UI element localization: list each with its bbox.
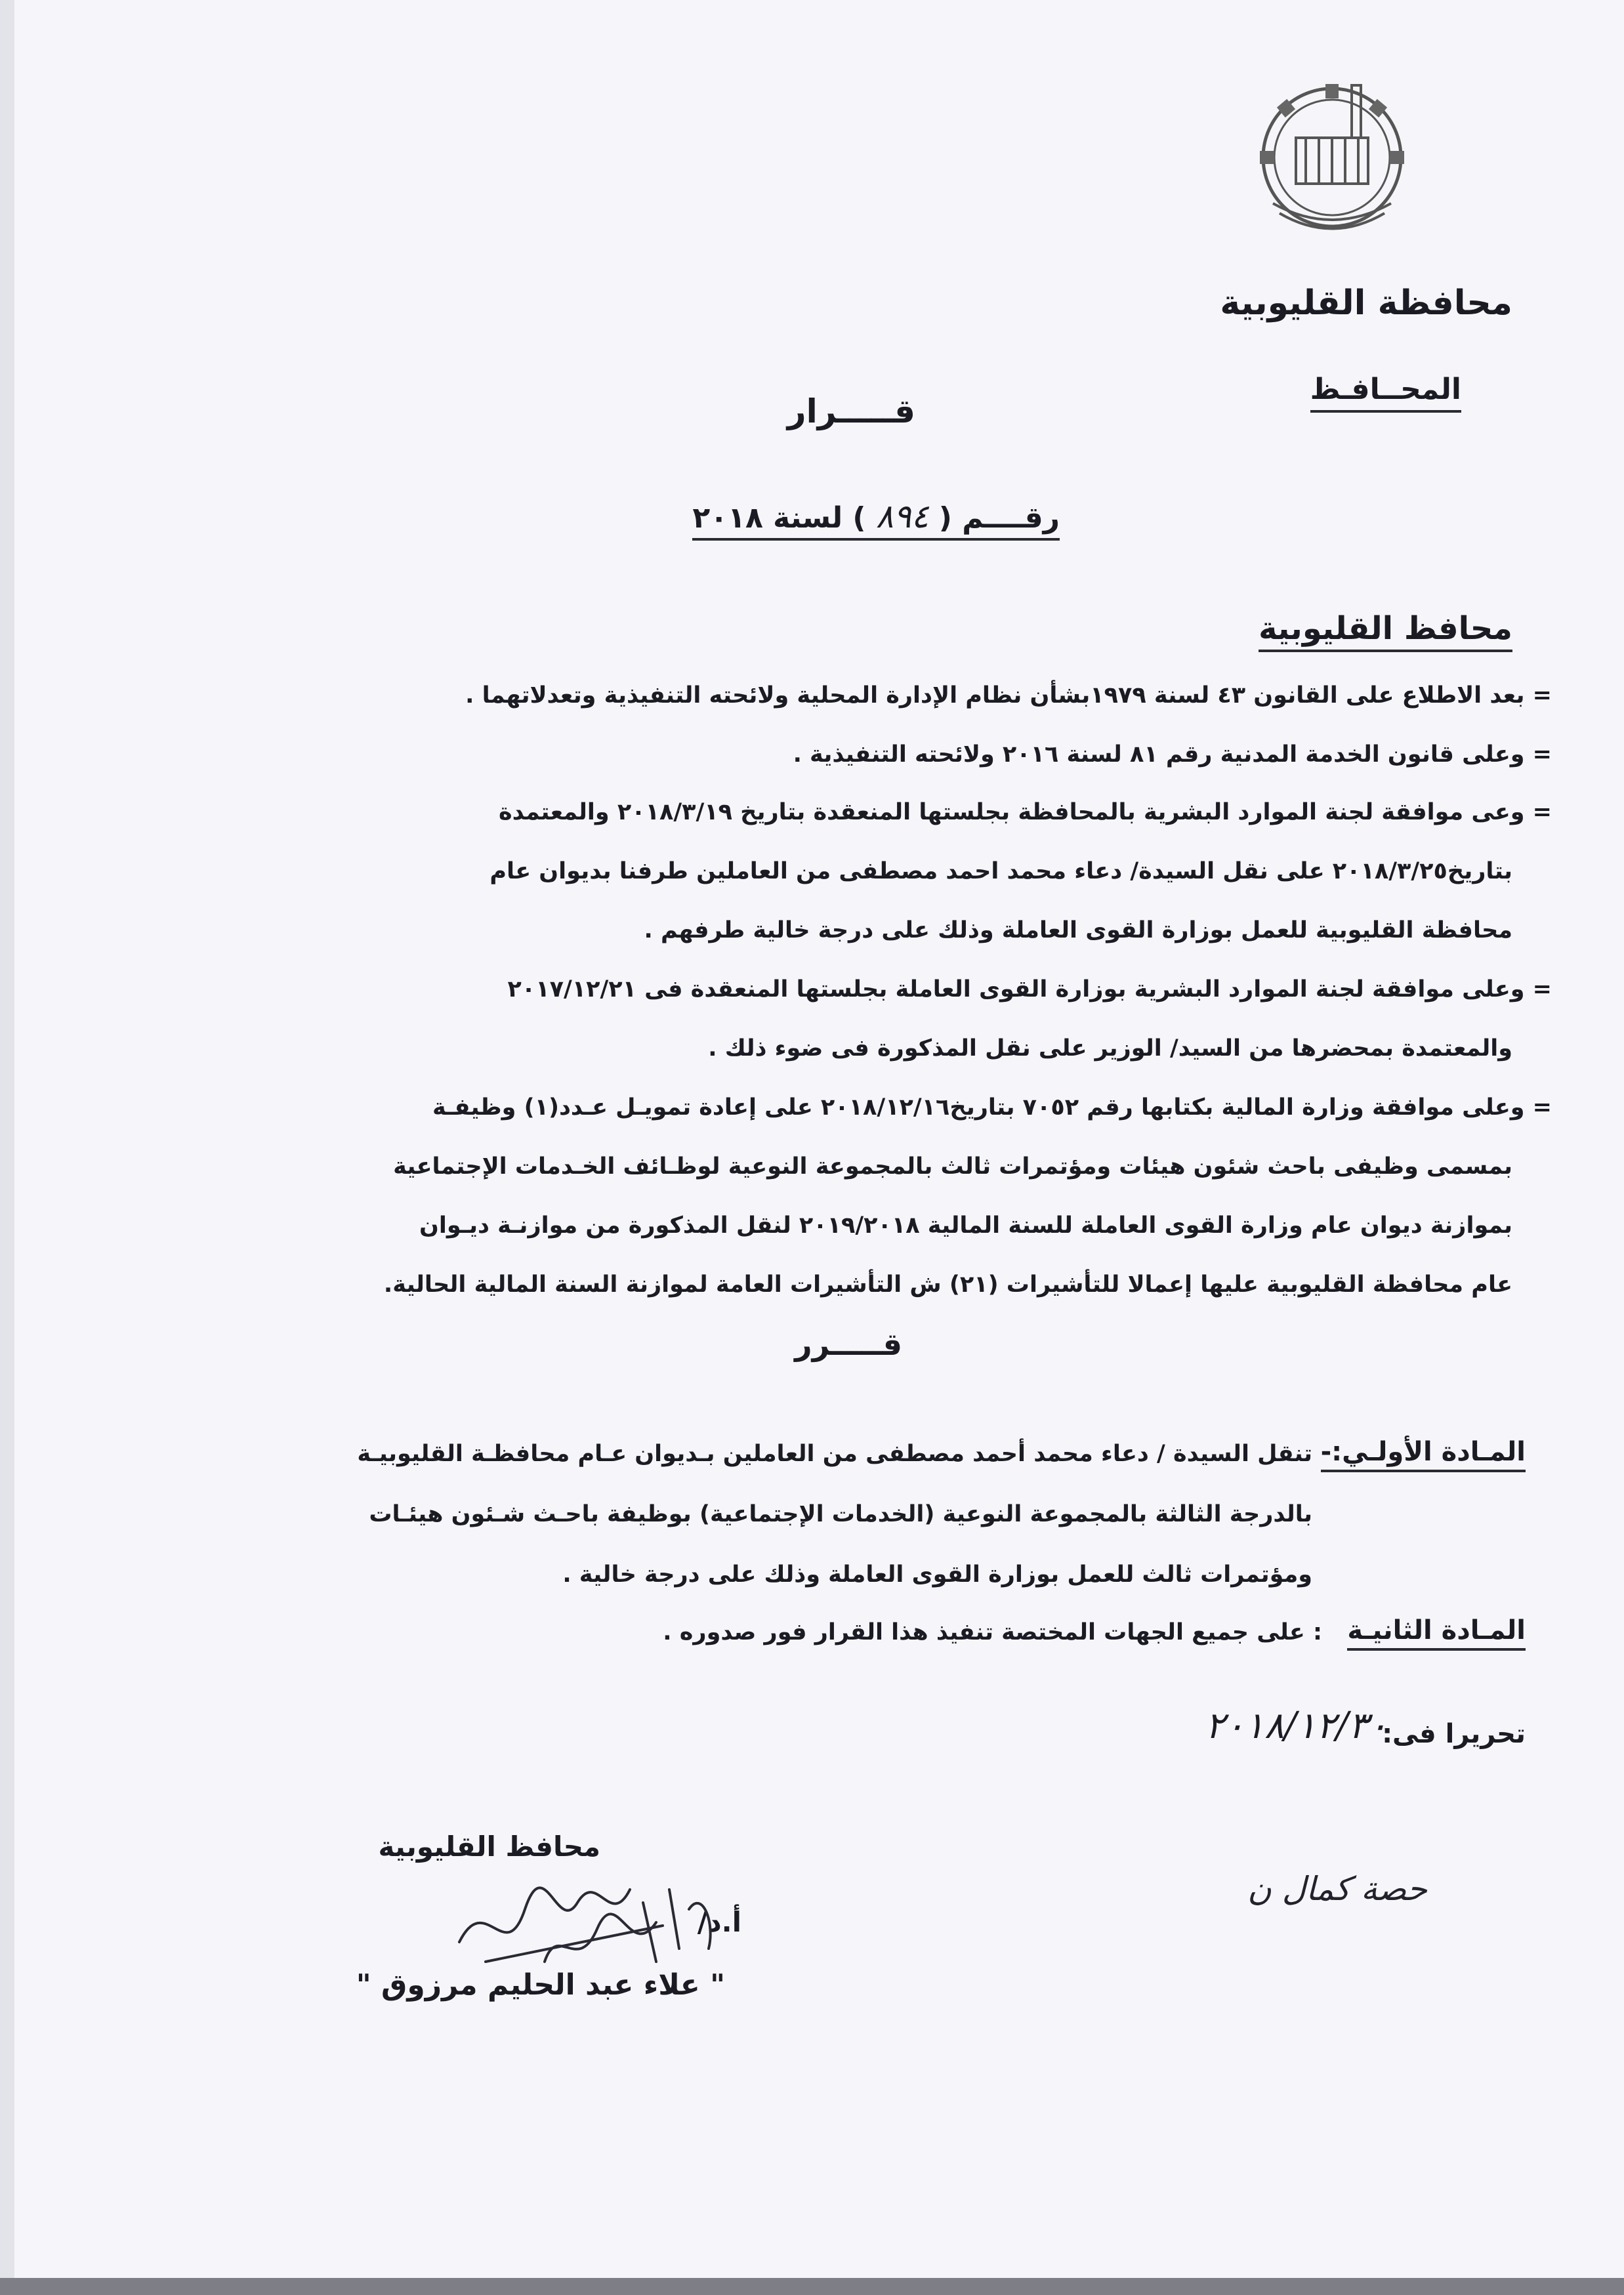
signature-title: محافظ القليوبية xyxy=(378,1830,600,1863)
article-2-label: المـادة الثانيـة xyxy=(1347,1615,1526,1651)
preamble-line: = وعلى قانون الخدمة المدنية رقم ٨١ لسنة ٢٠١٦ ولائحته التنفيذية . xyxy=(793,741,1552,768)
article-1-line: ومؤتمرات ثالث للعمل بوزارة القوى العاملة وذلك على درجة خالية . xyxy=(562,1561,1312,1588)
signature-prefix: أ.د/ xyxy=(697,1906,741,1938)
preamble-line: = وعلى موافقة وزارة المالية بكتابها رقم ٧٠٥٢ بتاريخ٢٠١٨/١٢/١٦ على إعادة تمويـل عـدد(١) وظيفـة xyxy=(432,1094,1552,1121)
issued-date: ٢٠١٨/١٢/٣٠ xyxy=(1205,1705,1388,1747)
decree-number-line xyxy=(692,497,1060,541)
decides-heading: قـــــرر xyxy=(795,1327,902,1362)
article-1-label: المـادة الأولـي:- xyxy=(1321,1437,1526,1472)
preamble-line: عام محافظة القليوبية عليها إعمالا للتأشيرات (٢١) ش التأشيرات العامة لموازنة السنة المالية الحالية. xyxy=(383,1272,1512,1298)
article-2-text: : على جميع الجهات المختصة تنفيذ هذا القرار فور صدوره . xyxy=(663,1619,1322,1645)
article-1-line: تنقل السيدة / دعاء محمد أحمد مصطفى من العاملين بـديوان عـام محافظـة القليوبيـة xyxy=(357,1441,1312,1467)
decree-number-suffix: ) لسنة ٢٠١٨ xyxy=(692,501,866,535)
office-title: المحــافـظ xyxy=(1310,373,1461,413)
governorate-name: محافظة القليوبية xyxy=(1220,283,1512,323)
issuer-heading: محافظ القليوبية xyxy=(1259,610,1512,652)
preamble-line: بمسمى وظيفى باحث شئون هيئات ومؤتمرات ثالث بالمجموعة النوعية لوظـائف الخـدمات الإجتماعية xyxy=(393,1153,1512,1180)
handwritten-note: حصة كمال ن xyxy=(1247,1870,1427,1908)
preamble-line: بموازنة ديوان عام وزارة القوى العاملة للسنة المالية ٢٠١٩/٢٠١٨ لنقل المذكورة من موازنـة ديـوان xyxy=(419,1212,1512,1239)
preamble-line: والمعتمدة بمحضرها من السيد/ الوزير على نقل المذكورة فى ضوء ذلك . xyxy=(708,1035,1512,1062)
preamble-line: = وعى موافقة لجنة الموارد البشرية بالمحافظة بجلستها المنعقدة بتاريخ ٢٠١٨/٣/١٩ والمعتمدة xyxy=(498,799,1552,825)
article-1-line: بالدرجة الثالثة بالمجموعة النوعية (الخدمات الإجتماعية) بوظيفة باحـث شـئون هيئـات xyxy=(369,1501,1312,1527)
issued-label: تحريرا فى: xyxy=(1382,1719,1526,1749)
preamble-line: = بعد الاطلاع على القانون ٤٣ لسنة ١٩٧٩بشأن نظام الإدارة المحلية ولائحته التنفيذية وتعدلاتهما . xyxy=(465,682,1552,709)
preamble-line: بتاريخ٢٠١٨/٣/٢٥ على نقل السيدة/ دعاء محمد احمد مصطفى من العاملين طرفنا بديوان عام xyxy=(489,858,1512,884)
signatory-name: " علاء عبد الحليم مرزوق " xyxy=(356,1968,725,2002)
decree-title: قـــــرار xyxy=(787,392,915,430)
preamble-line: محافظة القليوبية للعمل بوزارة القوى العاملة وذلك على درجة خالية طرفهم . xyxy=(644,917,1512,943)
governorate-emblem-icon xyxy=(1234,72,1430,249)
handwritten-signature xyxy=(446,1863,722,1981)
decree-number: ٨٩٤ xyxy=(875,497,929,535)
scan-edge-bottom xyxy=(0,2278,1624,2295)
decree-number-prefix: رقــــم ( xyxy=(938,501,1060,535)
scan-edge xyxy=(0,0,14,2295)
preamble-line: = وعلى موافقة لجنة الموارد البشرية بوزارة القوى العاملة بجلستها المنعقدة فى ٢٠١٧/١٢/٢١ xyxy=(507,976,1552,1003)
